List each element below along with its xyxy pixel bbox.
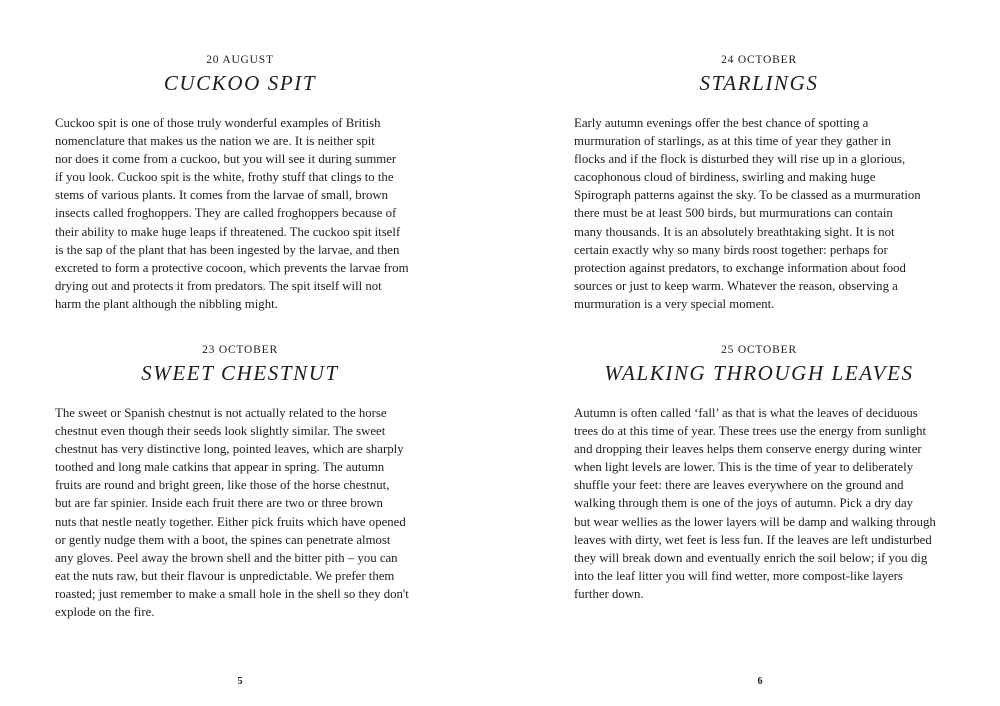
body-line: murmuration of starlings, as at this time of year they gather in (574, 134, 891, 149)
body-line: when light levels are lower. This is the time of year to deliberately (574, 460, 914, 475)
entry-body (55, 404, 425, 621)
body-line: Early autumn evenings offer the best chance of spotting a (574, 116, 869, 130)
entry-body (574, 404, 944, 603)
entry-title: WALKING THROUGH LEAVES (604, 361, 914, 385)
body-line: chestnut even though their seeds look slightly similar. The sweet (55, 424, 386, 439)
body-line: any gloves. Peel away the brown shell and the bitter pith – you can (55, 550, 398, 565)
body-line: but wear wellies as the lower layers will be damp and walking through (574, 514, 936, 529)
entry-date: 24 OCTOBER (721, 54, 797, 66)
body-line: walking through them is one of the joys of autumn. Pick a dry day (574, 496, 914, 511)
body-line: further down. (574, 586, 644, 601)
entry-title: CUCKOO SPIT (163, 71, 317, 95)
entry-date: 20 AUGUST (206, 54, 274, 66)
body-line: insects called froghoppers. They are called froghoppers because of (55, 206, 397, 221)
body-line: they will break down and eventually enrich the soil below; if you dig (574, 550, 928, 565)
page-number: 6 (757, 676, 763, 687)
body-line: stems of various plants. It comes from the larvae of small, brown (55, 188, 388, 203)
body-line: into the leaf litter you will find wetter, more compost-like layers (574, 568, 903, 583)
body-line: or gently nudge them with a boot, the spines can penetrate almost (55, 532, 391, 547)
body-line: murmuration is a very special moment. (574, 296, 775, 311)
entry-sweet-chestnut (55, 343, 425, 621)
body-line: Spirograph patterns against the sky. To be classed as a murmuration (574, 188, 921, 203)
entry-starlings (574, 53, 944, 313)
body-line: roasted; just remember to make a small hole in the shell so they don't (55, 586, 409, 601)
body-line: fruits are round and bright green, like those of the horse chestnut, (55, 478, 390, 493)
body-line: Autumn is often called ‘fall’ as that is what the leaves of deciduous (574, 406, 918, 420)
body-line: nor does it come from a cuckoo, but you will see it during summer (55, 152, 397, 167)
body-line: certain exactly why so many birds roost together: perhaps for (574, 242, 888, 257)
body-line: if you look. Cuckoo spit is the white, frothy stuff that clings to the (55, 170, 394, 185)
body-line: is the sap of the plant that has been ingested by the larvae, and then (55, 242, 400, 257)
entry-cuckoo-spit (55, 53, 425, 313)
body-line: many thousands. It is an absolutely breathtaking sight. It is not (574, 224, 895, 239)
body-line: toothed and long male catkins that appear in spring. The autumn (55, 460, 385, 475)
body-line: drying out and protects it from predators. The spit itself will not (55, 278, 382, 293)
body-line: flocks and if the flock is disturbed they will rise up in a glorious, (574, 152, 906, 167)
entry-title: STARLINGS (699, 71, 819, 95)
body-line: nuts that nestle neatly together. Either pick fruits which have opened (55, 514, 406, 529)
body-line: shuffle your feet: there are leaves everywhere on the ground and (574, 478, 904, 493)
entry-body (55, 114, 425, 313)
entry-walking-through-leaves (574, 343, 944, 603)
body-line: and dropping their leaves helps them conserve energy during winter (574, 442, 922, 457)
entry-date: 25 OCTOBER (721, 344, 797, 356)
body-line: harm the plant although the nibbling might. (55, 296, 278, 311)
body-line: The sweet or Spanish chestnut is not actually related to the horse (55, 406, 387, 420)
body-line: protection against predators, to exchange information about food (574, 260, 906, 275)
body-line: Cuckoo spit is one of those truly wonderful examples of British (55, 116, 381, 130)
body-line: but are far spinier. Inside each fruit there are two or three brown (55, 496, 383, 511)
body-line: there must be at least 500 birds, but murmurations can contain (574, 206, 893, 221)
body-line: eat the nuts raw, but their flavour is unpredictable. We prefer them (55, 568, 395, 583)
body-line: chestnut has very distinctive long, pointed leaves, which are sharply (55, 442, 404, 457)
body-line: sources or just to keep warm. Whatever the reason, observing a (574, 278, 898, 293)
body-line: their ability to make huge leaps if threatened. The cuckoo spit itself (55, 224, 401, 239)
page-number: 5 (237, 676, 243, 687)
entry-body (574, 114, 944, 313)
body-line: trees do at this time of year. These trees use the energy from sunlight (574, 424, 927, 439)
body-line: excreted to form a protective cocoon, which prevents the larvae from (55, 260, 409, 275)
right-page (500, 0, 1000, 706)
entry-title: SWEET CHESTNUT (141, 361, 339, 385)
body-line: nomenclature that makes us the nation we are. It is neither spit (55, 134, 375, 149)
body-line: leaves with dirty, wet feet is less fun. If the leaves are left undisturbed (574, 532, 932, 547)
body-line: cacophonous cloud of birdiness, swirling and making huge (574, 170, 876, 185)
body-line: explode on the fire. (55, 605, 155, 620)
entry-date: 23 OCTOBER (202, 344, 278, 356)
